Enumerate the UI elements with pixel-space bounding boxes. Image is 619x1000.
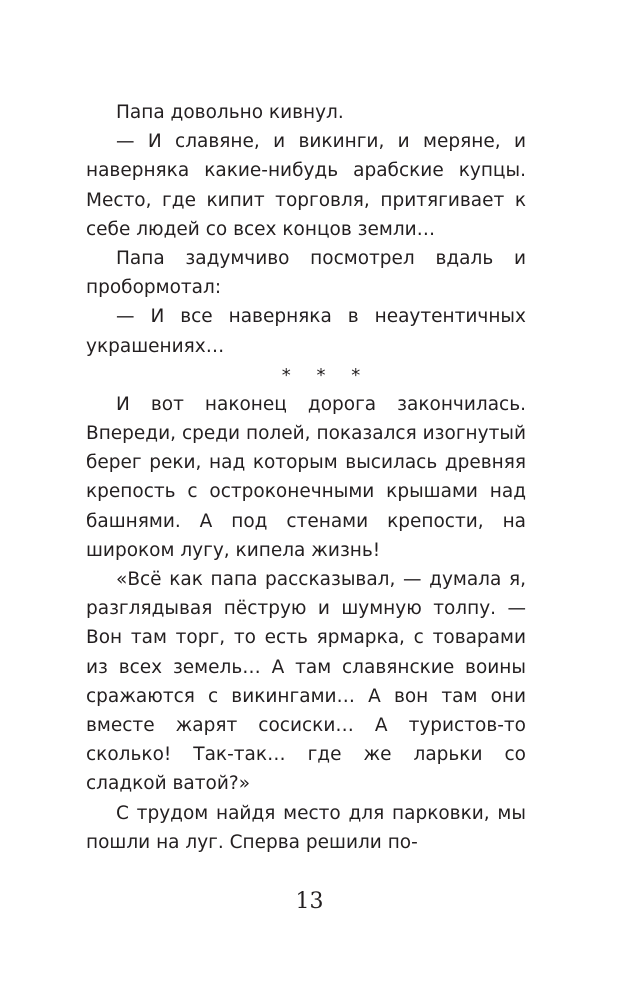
paragraph: — И славяне, и викинги, и меряне, и наверняка какие-нибудь арабские купцы. Место, где кипит торговля, притягивает к себе людей со всех концов земли… bbox=[86, 131, 526, 240]
paragraph: Папа задумчиво посмотрел вдаль и пробормотал: bbox=[86, 248, 526, 299]
body-text bbox=[86, 98, 526, 857]
paragraph: С трудом найдя место для парковки, мы пошли на луг. Сперва решили по- bbox=[86, 802, 526, 853]
page-number: 13 bbox=[295, 889, 324, 914]
paragraph: «Всё как папа рассказывал, — думала я, разглядывая пёструю и шумную толпу. — Вон там торг, то есть ярмарка, с товарами из всех земель… А там славянские воины сражаются с викингами… А вон там они вместе жарят сосиски… А туристов-то сколько! Так-так… где же ларьки со сладкой ватой?» bbox=[86, 569, 526, 795]
paragraph: Папа довольно кивнул. bbox=[116, 102, 344, 123]
section-separator: * * * bbox=[281, 364, 371, 386]
paragraph: — И все наверняка в неаутентичных украшениях… bbox=[86, 306, 526, 357]
paragraph: И вот наконец дорога закончилась. Впереди, среди полей, показался изогнутый берег реки, над которым высилась древняя крепость с остроконечными крышами над башнями. А под стенами крепости, на широком лугу, кипела жизнь! bbox=[86, 393, 526, 561]
